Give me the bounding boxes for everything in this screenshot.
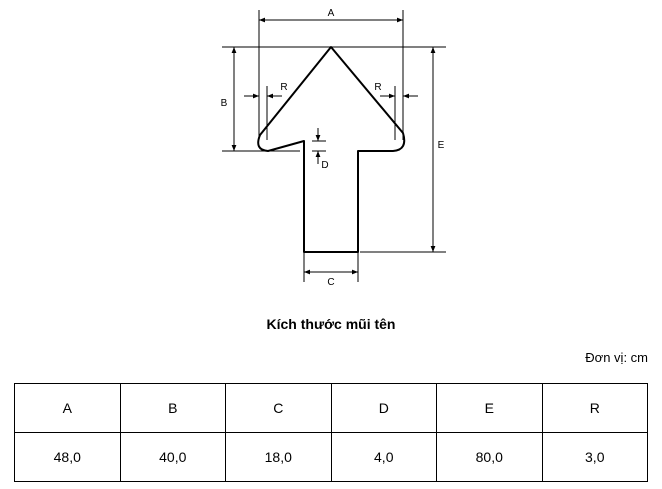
table-value-row — [15, 433, 648, 482]
header-cell: B — [120, 384, 226, 433]
radius-left — [244, 82, 288, 140]
value-cell: 3,0 — [542, 433, 648, 482]
dimension-c — [304, 252, 358, 288]
header-cell: E — [437, 384, 543, 433]
header-cell: C — [226, 384, 332, 433]
label-r-right: R — [374, 82, 382, 93]
header-cell: D — [331, 384, 437, 433]
header-cell: A — [15, 384, 121, 433]
label-a: A — [327, 8, 335, 19]
unit-note: Đơn vị: cm — [585, 350, 648, 365]
value-cell: 4,0 — [331, 433, 437, 482]
label-b: B — [220, 98, 228, 109]
value-cell: 18,0 — [226, 433, 332, 482]
radius-right — [374, 82, 418, 140]
figure-caption: Kích thước mũi tên — [266, 316, 396, 332]
arrow-shape — [258, 47, 404, 252]
dimension-d — [312, 128, 329, 171]
header-cell: R — [542, 384, 648, 433]
value-cell: 80,0 — [437, 433, 543, 482]
label-c: C — [327, 277, 335, 288]
label-e: E — [437, 140, 445, 151]
value-cell: 40,0 — [120, 433, 226, 482]
dimensions-table — [14, 383, 648, 482]
label-r-left: R — [280, 82, 288, 93]
dimension-a — [259, 8, 403, 140]
label-d: D — [321, 160, 329, 171]
value-cell: 48,0 — [15, 433, 121, 482]
table-header-row — [15, 384, 648, 433]
